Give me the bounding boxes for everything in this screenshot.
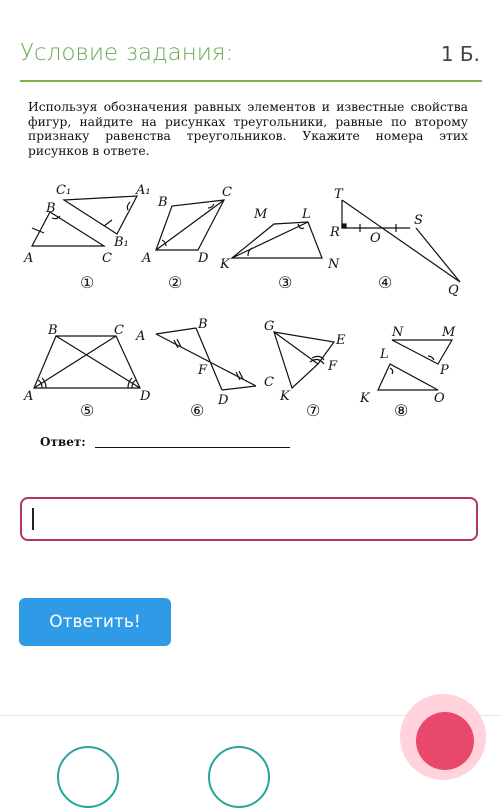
text-caret xyxy=(32,508,34,530)
fig5-label-b: B xyxy=(48,323,58,338)
fig1-number: ① xyxy=(80,273,95,292)
fig5-label-d: D xyxy=(140,389,151,404)
fig2-label-d: D xyxy=(198,251,209,266)
figure-6 xyxy=(135,317,274,420)
fig4-number: ④ xyxy=(378,273,393,292)
fig8-label-o: O xyxy=(434,391,445,406)
fig4-label-r: R xyxy=(330,225,340,240)
fig3-number: ③ xyxy=(278,273,293,292)
fig4-label-t: T xyxy=(334,187,343,202)
fig3-label-l: L xyxy=(302,207,311,222)
fig6-label-a: A xyxy=(136,329,146,344)
task-points: 1 Б. xyxy=(440,42,480,66)
fig5-label-c: C xyxy=(114,323,124,338)
figure-5 xyxy=(23,323,151,420)
fig1-label-c1: C₁ xyxy=(56,183,72,198)
fig1-label-a: A xyxy=(24,251,34,266)
figure-3 xyxy=(219,207,340,292)
fig1-label-a1: A₁ xyxy=(136,183,151,198)
fig8-label-p: P xyxy=(440,363,449,378)
fig1-label-c: C xyxy=(102,251,112,266)
fig8-label-m: M xyxy=(442,325,456,340)
fig7-label-e: E xyxy=(336,333,346,348)
fig1-label-b1: B₁ xyxy=(114,235,129,250)
task-header xyxy=(20,40,480,80)
fig6-label-d: D xyxy=(218,393,229,408)
fig2-number: ② xyxy=(168,273,183,292)
figure-1 xyxy=(23,183,151,292)
fig1-label-b: B xyxy=(46,201,56,216)
fig3-label-m: M xyxy=(254,207,268,222)
toolbar-circle-button-center[interactable] xyxy=(208,746,270,808)
fig7-label-f: F xyxy=(328,359,338,374)
fig5-label-a: A xyxy=(24,389,34,404)
task-title: Условие задания: xyxy=(20,40,234,66)
fig6-label-f: F xyxy=(198,363,208,378)
fig7-label-g: G xyxy=(264,319,275,334)
fig6-label-c: C xyxy=(264,375,274,390)
fig8-label-n: N xyxy=(392,325,404,340)
figure-2 xyxy=(141,185,232,292)
figure-4 xyxy=(329,187,460,298)
fig3-label-n: N xyxy=(328,257,340,272)
fig8-number: ⑧ xyxy=(394,401,409,420)
fig4-label-s: S xyxy=(414,213,423,228)
fig5-number: ⑤ xyxy=(80,401,95,420)
fig2-label-a: A xyxy=(142,251,152,266)
fig4-label-q: Q xyxy=(448,283,459,298)
figures-image xyxy=(22,178,482,450)
toolbar-circle-button-left[interactable] xyxy=(57,746,119,808)
task-text: Используя обозначения равных элементов и известные свойства фигур, найдите на рисунках треугольники, равные по второму признаку равенства треугольников. Укажите номера этих рисунков в ответе. xyxy=(28,100,468,158)
fig7-number: ⑦ xyxy=(306,401,321,420)
fig2-label-c: C xyxy=(222,185,232,200)
fig6-number: ⑥ xyxy=(190,401,205,420)
floating-action-button[interactable] xyxy=(416,712,474,770)
figure-8 xyxy=(359,325,456,420)
header-divider xyxy=(20,80,482,82)
answer-underline xyxy=(95,447,290,448)
submit-button[interactable]: Ответить! xyxy=(19,598,171,646)
fig8-label-l: L xyxy=(380,347,389,362)
fig4-label-o: O xyxy=(370,231,381,246)
answer-input[interactable] xyxy=(20,497,478,541)
fig3-label-k: K xyxy=(220,257,230,272)
fig2-label-b: B xyxy=(158,195,168,210)
fig7-label-k: K xyxy=(280,389,290,404)
fig6-label-b: B xyxy=(198,317,208,332)
fig8-label-k: K xyxy=(360,391,370,406)
figure-7 xyxy=(264,319,346,420)
answer-label: Ответ: xyxy=(40,435,86,449)
